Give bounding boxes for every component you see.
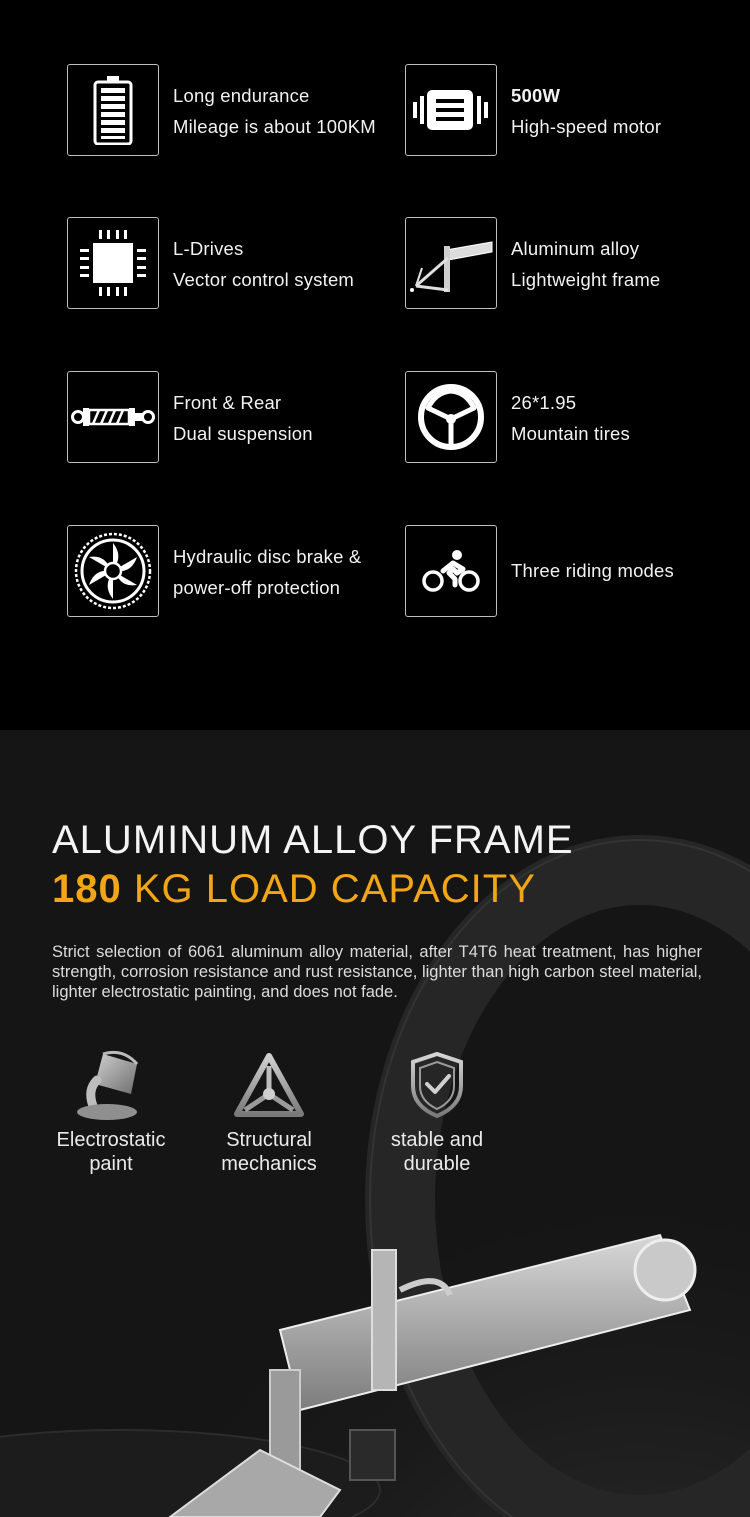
load-text: KG LOAD CAPACITY [121,867,536,911]
feature-line2: High-speed motor [511,116,662,137]
feature-line1: Three riding modes [511,560,674,581]
feature-line2: Mountain tires [511,423,630,444]
feature-line2: power-off protection [173,577,341,598]
benefit-line1: Structural [226,1129,312,1151]
feature-line1: 500W [511,85,561,106]
feature-controller [67,217,397,313]
benefit-line2: mechanics [221,1153,317,1175]
battery-icon [93,75,133,145]
section-title: ALUMINUM ALLOY FRAME [52,818,574,862]
feature-line2: Vector control system [173,269,355,290]
paint-bucket-icon [73,1050,149,1122]
feature-icon-box [405,64,497,156]
benefit-line1: Electrostatic [56,1129,166,1151]
feature-icon-box [67,217,159,309]
benefit-stable-durable [362,1050,512,1176]
feature-motor [405,64,735,160]
feature-line1: 26*1.95 [511,392,577,413]
disc-brake-icon [73,531,153,611]
shield-check-icon [399,1050,475,1122]
benefit-line2: paint [89,1153,133,1175]
feature-icon-box [67,371,159,463]
motor-icon [411,88,491,132]
feature-frame [405,217,735,313]
load-number: 180 [52,867,122,911]
feature-line1: Aluminum alloy [511,238,640,259]
feature-icon-box [67,64,159,156]
feature-line2: Dual suspension [173,423,313,444]
feature-icon-box [67,525,159,617]
suspension-icon [71,402,155,432]
triangle-structure-icon [231,1050,307,1122]
benefit-electrostatic-paint [36,1050,186,1176]
feature-riding-modes [405,525,735,621]
feature-tires [405,371,735,467]
frame-section [0,730,750,1517]
benefit-line1: stable and [390,1129,484,1151]
feature-icon-box [405,371,497,463]
feature-line1: Hydraulic disc brake & [173,546,362,567]
feature-icon-box [405,525,497,617]
feature-line1: L-Drives [173,238,244,259]
feature-brake [67,525,397,621]
cyclist-icon [421,549,481,593]
benefit-structural-mechanics [194,1050,344,1176]
feature-line2: Mileage is about 100KM [173,116,376,137]
load-capacity-heading [52,867,536,912]
feature-endurance [67,64,397,160]
features-section [0,0,750,730]
feature-line1: Long endurance [173,85,310,106]
section-description: Strict selection of 6061 aluminum alloy material, after T4T6 heat treatment, has higher strength, corrosion resistance and rust resistance, lighter than high carbon steel material, lighter electrostatic painting, and does not fade. [52,943,702,1001]
tire-icon [416,382,486,452]
feature-line1: Front & Rear [173,392,282,413]
frame-icon [408,228,494,298]
chip-icon [78,228,148,298]
feature-line2: Lightweight frame [511,269,661,290]
feature-suspension [67,371,397,467]
feature-icon-box [405,217,497,309]
benefit-line2: durable [403,1153,471,1175]
